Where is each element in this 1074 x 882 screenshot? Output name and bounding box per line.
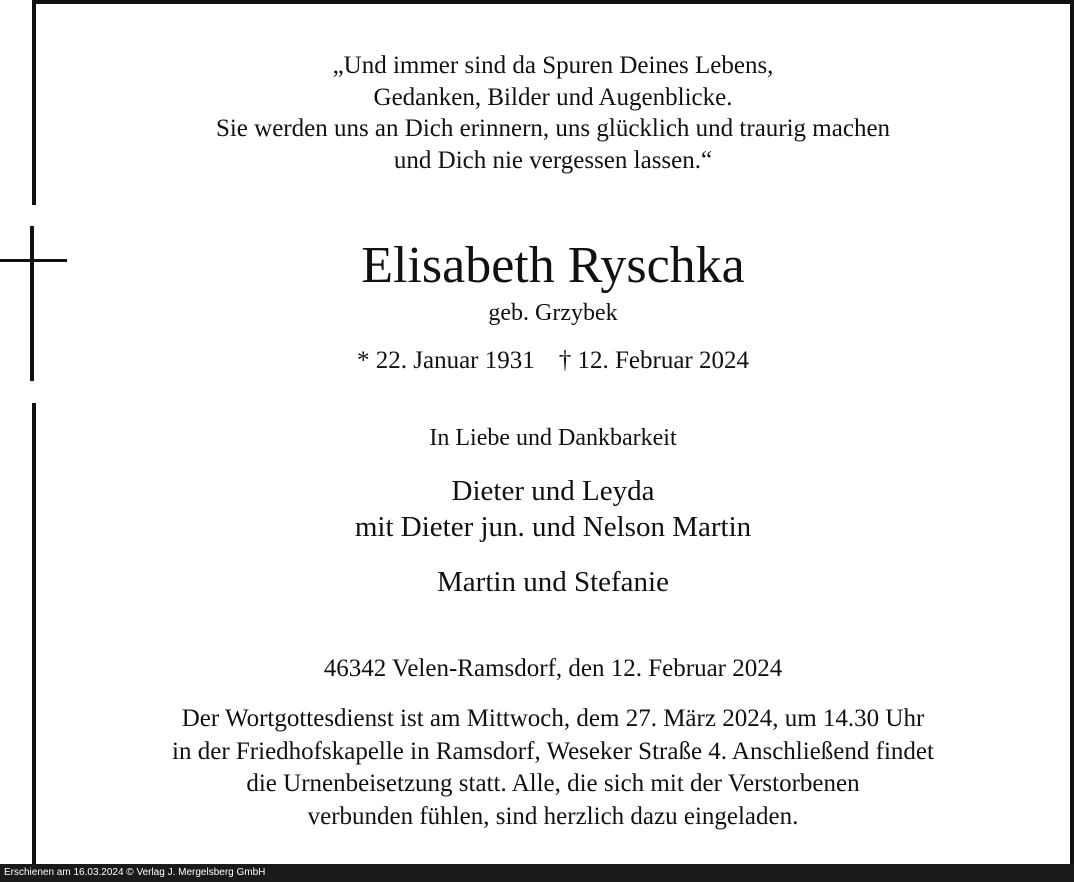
frame-top-border <box>32 0 1074 4</box>
service-announcement <box>36 703 1070 833</box>
death-date: † 12. Februar 2024 <box>558 347 749 374</box>
service-line: verbunden fühlen, sind herzlich dazu eingeladen. <box>307 802 799 830</box>
service-line: Der Wortgottesdienst ist am Mittwoch, dem 27. März 2024, um 14.30 Uhr <box>181 705 925 732</box>
service-line: die Urnenbeisetzung statt. Alle, die sich mit der Verstorbenen <box>246 770 860 797</box>
life-dates <box>36 345 1070 377</box>
maiden-name: geb. Grzybek <box>488 300 618 326</box>
deceased-name: Elisabeth Ryschka <box>361 237 745 294</box>
mourner-line: Dieter und Leyda <box>451 475 655 507</box>
birth-date: * 22. Januar 1931 <box>357 347 535 374</box>
quote-line: Sie werden uns an Dich erinnern, uns glücklich und traurig machen <box>215 115 891 142</box>
mourners-group-2: Martin und Stefanie <box>437 566 669 598</box>
place-and-date: 46342 Velen-Ramsdorf, den 12. Februar 2024 <box>323 655 783 682</box>
cross-icon <box>30 226 34 381</box>
service-line: in der Friedhofskapelle in Ramsdorf, Weseker Straße 4. Anschließend findet <box>172 737 934 765</box>
quote-line: „Und immer sind da Spuren Deines Lebens, <box>332 52 774 79</box>
quote-line: Gedanken, Bilder und Augenblicke. <box>373 83 733 111</box>
dedication-text: In Liebe und Dankbarkeit <box>429 425 677 451</box>
publication-credit: Erschienen am 16.03.2024 © Verlag J. Mergelsberg GmbH <box>4 867 266 878</box>
memorial-quote <box>36 50 1070 176</box>
mourners-group-1 <box>36 473 1070 545</box>
mourner-line: mit Dieter jun. und Nelson Martin <box>354 511 752 543</box>
frame-right-border <box>1070 0 1074 864</box>
quote-line: und Dich nie vergessen lassen.“ <box>393 146 713 174</box>
